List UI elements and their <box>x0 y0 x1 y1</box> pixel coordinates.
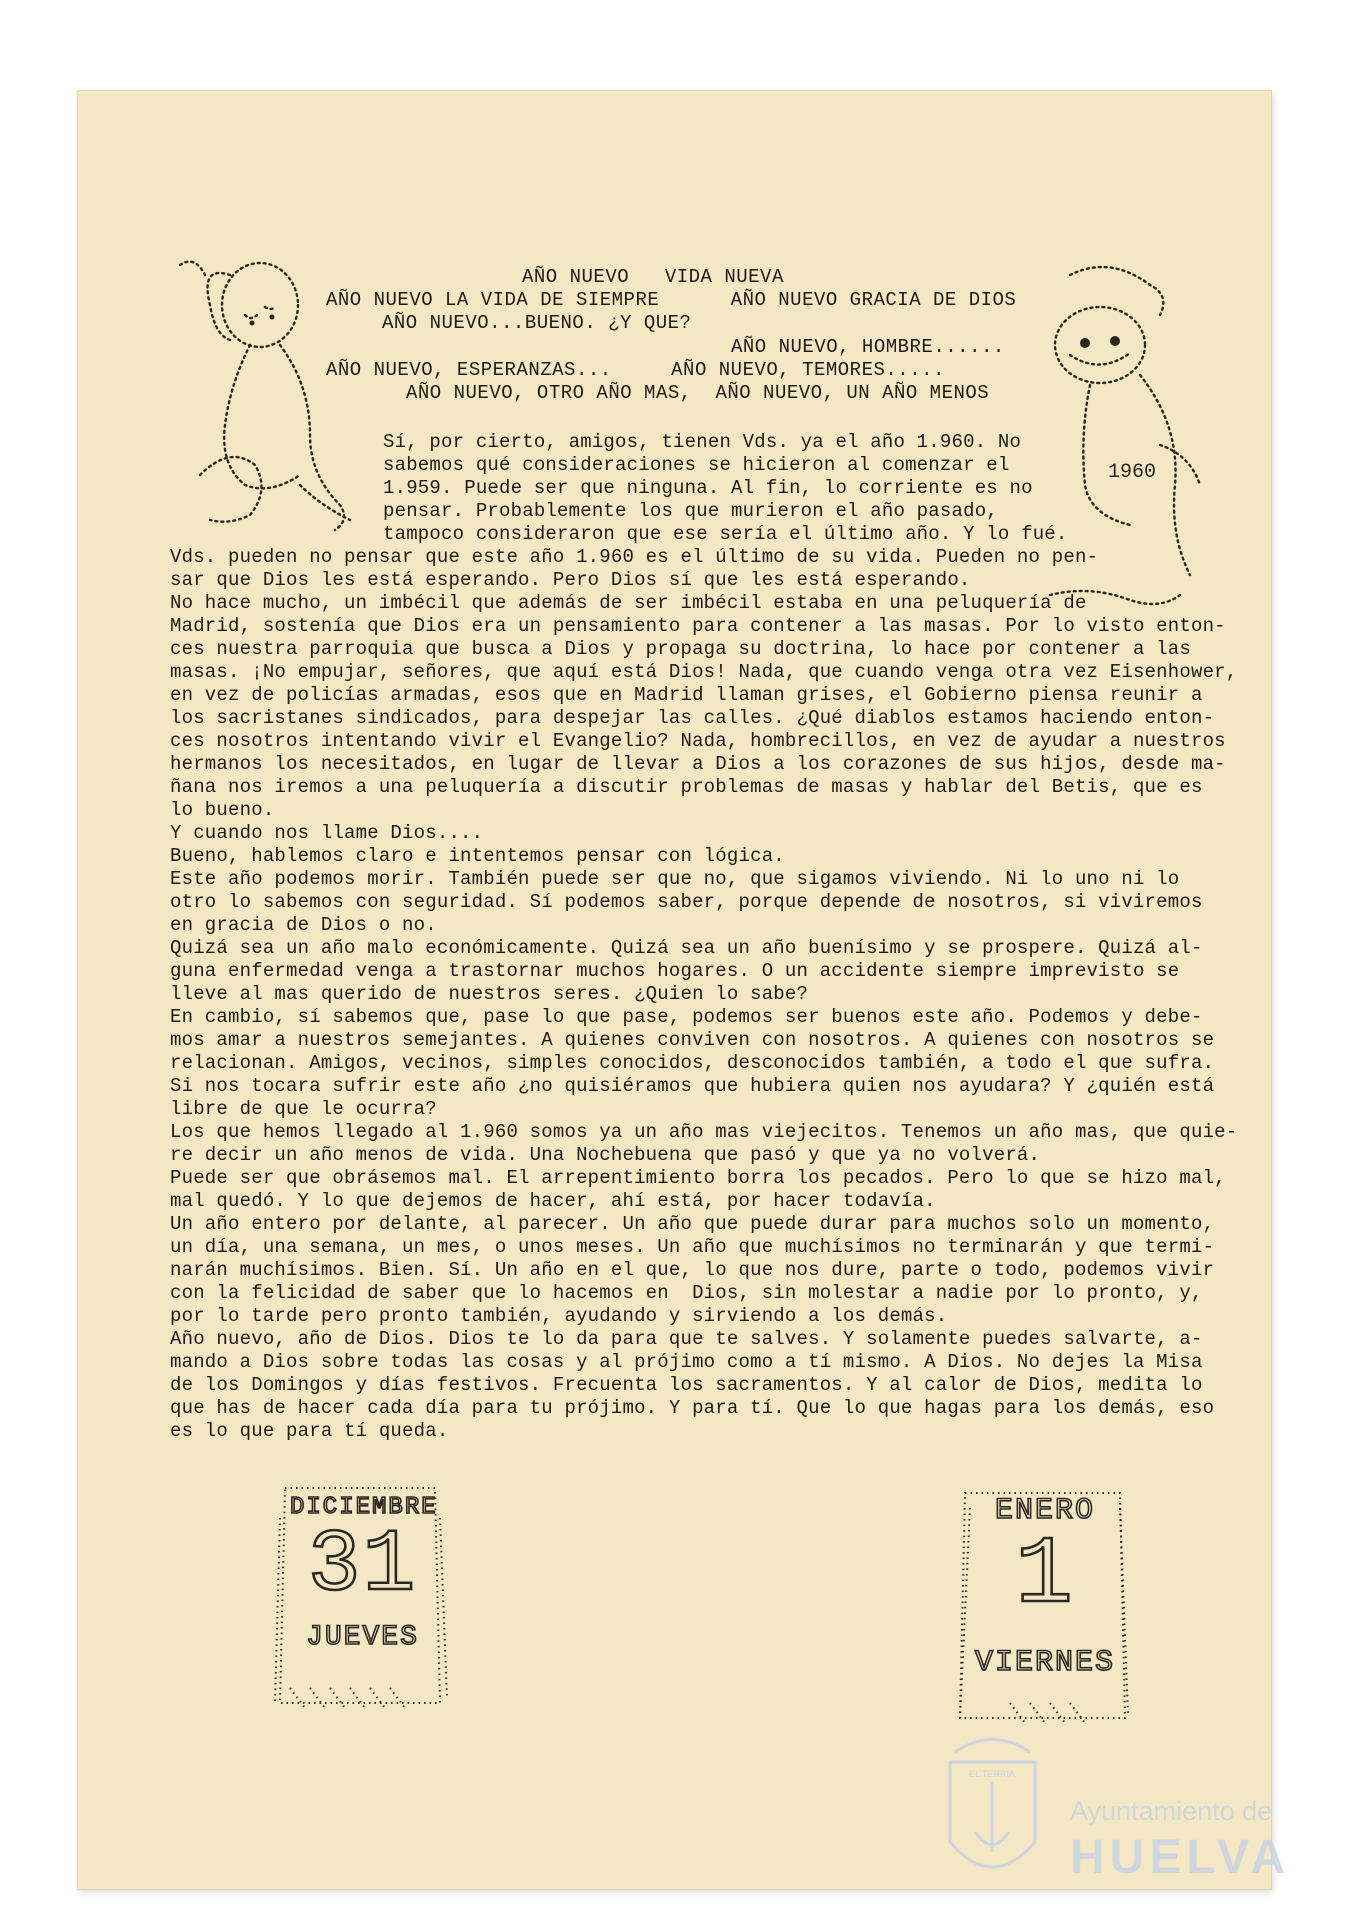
body-line: es lo que para tí queda. <box>170 1420 449 1442</box>
body-line: Este año podemos morir. También puede ser que no, que sigamos viviendo. Ni lo uno ni lo <box>170 868 1180 890</box>
body-line: Si nos tocara sufrir este año ¿no quisiéramos que hubiera quien nos ayudara? Y ¿quién está <box>170 1075 1215 1097</box>
body-line: Y cuando nos llame Dios.... <box>170 822 484 844</box>
body-line: que has de hacer cada día para tu prójimo. Y para tí. Que lo que hagas para los demás, eso <box>170 1397 1215 1419</box>
body-line: relacionan. Amigos, vecinos, simples conocidos, desconocidos también, a todo el que sufra. <box>170 1052 1215 1074</box>
body-line: libre de que le ocurra? <box>170 1098 437 1120</box>
body-line: sabemos qué consideraciones se hicieron al comenzar el <box>383 454 1010 476</box>
body-line: 1.959. Puede ser que ninguna. Al fin, lo corriente es no <box>383 477 1033 499</box>
calendar-left-weekday: JUEVES <box>306 1622 419 1653</box>
calendar-right-day: 1 <box>1015 1521 1075 1630</box>
header-line-2: AÑO NUEVO LA VIDA DE SIEMPRE AÑO NUEVO GRACIA DE DIOS <box>326 289 1017 311</box>
body-line: en gracia de Dios o no. <box>170 914 437 936</box>
calendar-right-weekday: VIERNES <box>975 1646 1116 1680</box>
body-line: Vds. pueden no pensar que este año 1.960 es el último de su vida. Pueden no pen- <box>170 546 1099 568</box>
body-line: ñana nos iremos a una peluquería a discutir problemas de masas y hablar del Betis, que es <box>170 776 1203 798</box>
body-line: re decir un año menos de vida. Una Nochebuena que pasó y que ya no volverá. <box>170 1144 1041 1166</box>
body-line: ces nuestra parroquia que busca a Dios y propaga su doctrina, lo hace por contener a las <box>170 638 1191 660</box>
body-line: otro lo sabemos con seguridad. Sí podemos saber, porque depende de nosotros, si viviremos <box>170 891 1203 913</box>
body-line: ces nosotros intentando vivir el Evangelio? Nada, hombrecillos, en vez de ayudar a nuestros <box>170 730 1226 752</box>
body-line: tampoco consideraron que ese sería el último año. Y lo fué. <box>383 523 1068 545</box>
body-line: lo bueno. <box>170 799 275 821</box>
body-line: un día, una semana, un mes, o unos meses. Un año que muchísimos no terminarán y que termi- <box>170 1236 1215 1258</box>
body-line: pensar. Probablemente los que murieron el año pasado, <box>383 500 998 522</box>
watermark-line2: HUELVA <box>1070 1831 1291 1884</box>
body-line: hermanos los necesitados, en lugar de llevar a Dios a los corazones de sus hijos, desde ma- <box>170 753 1226 775</box>
calendar-right-month: ENERO <box>994 1494 1095 1528</box>
body-line: narán muchísimos. Bien. Sí. Un año en el que, lo que nos dure, parte o todo, podemos vivir <box>170 1259 1215 1281</box>
body-line: mal quedó. Y lo que dejemos de hacer, ahí está, por hacer todavía. <box>170 1190 936 1212</box>
body-line: Los que hemos llegado al 1.960 somos ya un año mas viejecitos. Tenemos un año mas, que quie- <box>170 1121 1238 1143</box>
body-line: Sí, por cierto, amigos, tienen Vds. ya el año 1.960. No <box>383 431 1022 453</box>
body-line: Bueno, hablemos claro e intentemos pensar con lógica. <box>170 845 785 867</box>
body-line: mos amar a nuestros semejantes. A quienes conviven con nosotros. A quienes con nosotros se <box>170 1029 1215 1051</box>
watermark-line1: Ayuntamiento de <box>1070 1796 1273 1826</box>
body-line: sar que Dios les está esperando. Pero Dios sí que les está esperando. <box>170 569 971 591</box>
calendar-left-month: DICIEMBRE <box>290 1494 438 1521</box>
header-line-6: AÑO NUEVO, OTRO AÑO MAS, AÑO NUEVO, UN AÑO MENOS <box>406 382 990 404</box>
header-line-1: AÑO NUEVO VIDA NUEVA <box>522 266 784 288</box>
body-line: En cambio, sí sabemos que, pase lo que pase, podemos ser buenos este año. Podemos y debe- <box>170 1006 1203 1028</box>
body-line: masas. ¡No empujar, señores, que aquí está Dios! Nada, que cuando venga otra vez Eisenhower, <box>170 661 1238 683</box>
body-line: Madrid, sostenía que Dios era un pensamiento para contener a las masas. Por lo visto enton- <box>170 615 1226 637</box>
body-line: lleve al mas querido de nuestros seres. ¿Quien lo sabe? <box>170 983 809 1005</box>
header-line-3: AÑO NUEVO...BUENO. ¿Y QUE? <box>382 312 692 334</box>
body-line: los sacristanes sindicados, para despejar las calles. ¿Qué diablos estamos haciendo enton- <box>170 707 1215 729</box>
body-line: Un año entero por delante, al parecer. Un año que puede durar para muchos solo un momento, <box>170 1213 1215 1235</box>
body-line: mando a Dios sobre todas las cosas y al prójimo como a tí mismo. A Dios. No dejes la Misa <box>170 1351 1203 1373</box>
body-line: No hace mucho, un imbécil que además de ser imbécil estaba en una peluquería de <box>170 592 1087 614</box>
body-line: en vez de policías armadas, esos que en Madrid llaman grises, el Gobierno piensa reunir a <box>170 684 1203 706</box>
body-line: de los Domingos y días festivos. Frecuenta los sacramentos. Y al calor de Dios, medita lo <box>170 1374 1203 1396</box>
body-line: Puede ser que obrásemos mal. El arrepentimiento borra los pecados. Pero lo que se hizo mal, <box>170 1167 1226 1189</box>
watermark-shield-text: EL TERRIA <box>968 1769 1016 1779</box>
calendar-left-day: 31 <box>307 1517 418 1616</box>
body-line: guna enfermedad venga a trastornar muchos hogares. O un accidente siempre imprevisto se <box>170 960 1180 982</box>
header-line-4: AÑO NUEVO, HOMBRE...... <box>731 336 1005 358</box>
header-line-5: AÑO NUEVO, ESPERANZAS... AÑO NUEVO, TEMORES..... <box>326 359 945 381</box>
body-line: con la felicidad de saber que lo hacemos en Dios, sin molestar a nadie por lo pronto, y, <box>170 1282 1203 1304</box>
doodle-year: 1960 <box>1108 461 1157 484</box>
body-line: por lo tarde pero pronto también, ayudando y sirviendo a los demás. <box>170 1305 948 1327</box>
body-line: Año nuevo, año de Dios. Dios te lo da para que te salves. Y solamente puedes salvarte, a- <box>170 1328 1203 1350</box>
huelva-shield-watermark <box>935 1722 1050 1892</box>
body-line: Quizá sea un año malo económicamente. Quizá sea un año buenísimo y se prospere. Quizá al- <box>170 937 1203 959</box>
